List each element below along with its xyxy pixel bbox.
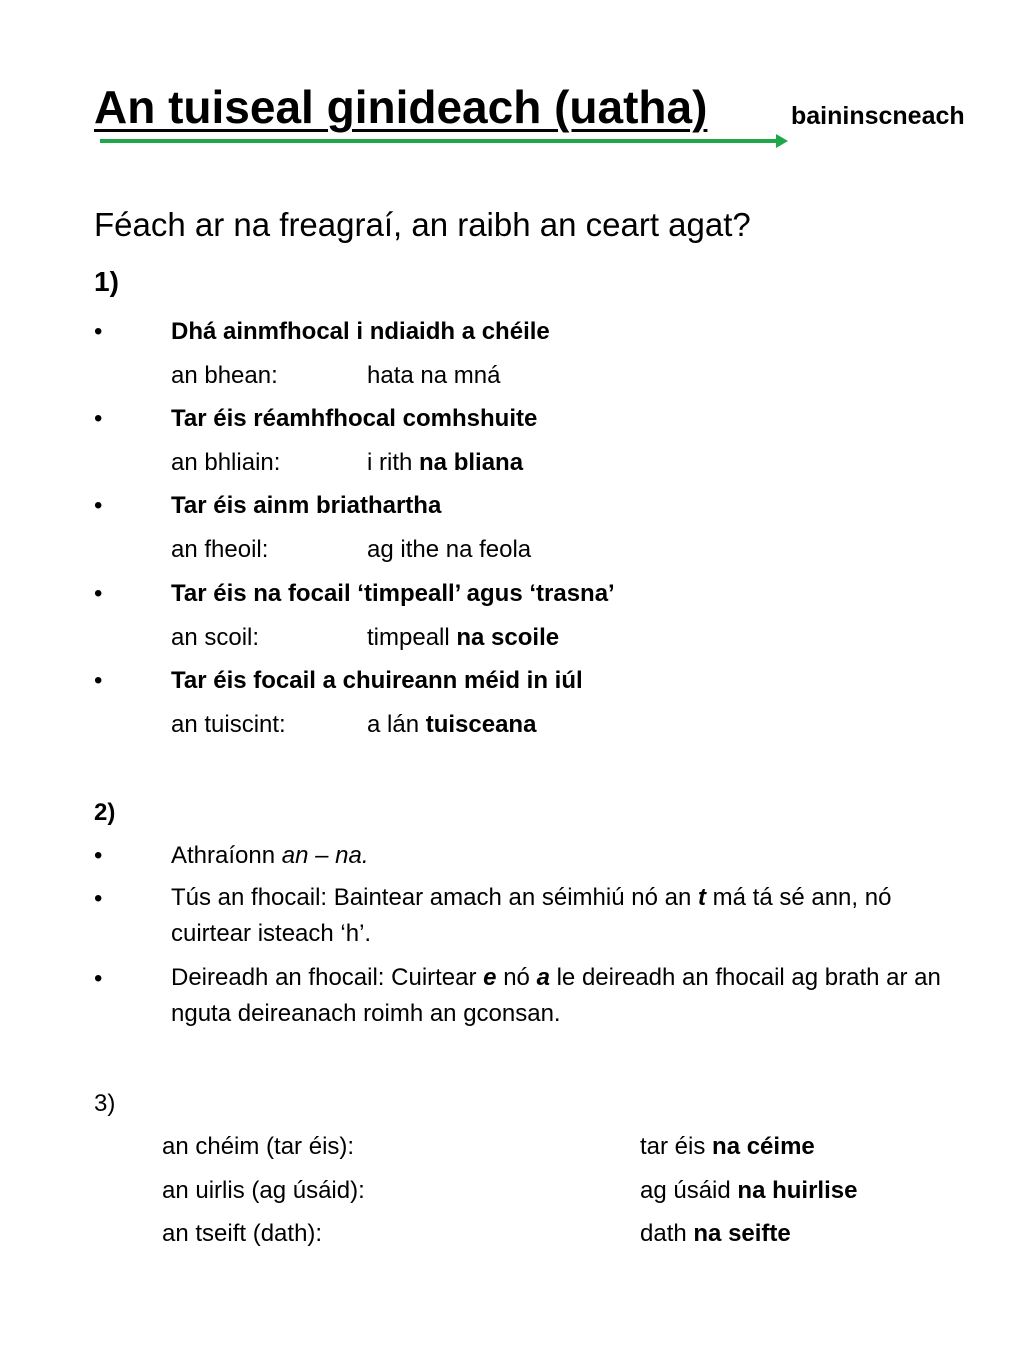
s3-row-2-noun: an uirlis (ag úsáid): bbox=[162, 1177, 365, 1204]
s3-row-2-phrase bbox=[640, 1177, 857, 1205]
s2b1-italic: an – na. bbox=[281, 842, 369, 869]
bullet-icon: • bbox=[94, 492, 103, 519]
s3-row-3-noun: an tseift (dath): bbox=[162, 1220, 323, 1247]
green-arrow-underline bbox=[98, 131, 790, 151]
example-2-noun: an bhliain: bbox=[171, 449, 281, 476]
bullet-icon: • bbox=[94, 842, 103, 869]
example-4-bold: na scoile bbox=[456, 624, 560, 651]
example-1-noun: an bhean: bbox=[171, 362, 278, 389]
s2b3-letter-a: a bbox=[536, 964, 550, 991]
bullet-icon: • bbox=[94, 580, 103, 607]
rule-4: Tar éis na focail ‘timpeall’ agus ‘trasna’ bbox=[171, 580, 615, 607]
example-5-bold: tuisceana bbox=[425, 711, 537, 738]
example-5-phrase bbox=[367, 711, 536, 739]
intro-question: Féach ar na freagraí, an raibh an ceart agat? bbox=[94, 206, 751, 243]
rule-2: Tar éis réamhfhocal comhshuite bbox=[171, 405, 538, 432]
s3-row-2-bold: na huirlise bbox=[737, 1177, 858, 1204]
bullet-icon: • bbox=[94, 965, 103, 992]
bullet-icon: • bbox=[94, 405, 103, 432]
section-2-label: 2) bbox=[94, 799, 116, 826]
example-5-plain: a lán bbox=[367, 711, 426, 738]
example-3-noun: an fheoil: bbox=[171, 536, 269, 563]
example-2-plain: i rith bbox=[367, 449, 420, 476]
example-5-noun: an tuiscint: bbox=[171, 711, 286, 738]
example-3-phrase bbox=[367, 536, 531, 564]
s2b1-text: Athraíonn bbox=[171, 842, 282, 869]
s3-row-1-phrase bbox=[640, 1133, 815, 1161]
s2b3-text-c: nó bbox=[496, 964, 537, 991]
example-4-plain: timpeall bbox=[367, 624, 457, 651]
section-1-label: 1) bbox=[94, 266, 119, 297]
example-4-phrase bbox=[367, 624, 559, 652]
bullet-icon: • bbox=[94, 318, 103, 345]
rule-1: Dhá ainmfhocal i ndiaidh a chéile bbox=[171, 318, 550, 345]
page-title: An tuiseal ginideach (uatha) bbox=[94, 81, 708, 133]
example-3-plain: ag ithe na feola bbox=[367, 536, 532, 563]
s3-row-3-plain: dath bbox=[640, 1220, 694, 1247]
example-4-noun: an scoil: bbox=[171, 624, 260, 651]
s3-row-1-noun: an chéim (tar éis): bbox=[162, 1133, 355, 1160]
example-2-phrase bbox=[367, 449, 523, 477]
s3-row-2-plain: ag úsáid bbox=[640, 1177, 738, 1204]
rule-3: Tar éis ainm briathartha bbox=[171, 492, 442, 519]
example-1-phrase bbox=[367, 362, 500, 390]
s2b3-text-a: Deireadh an fhocail: Cuirtear bbox=[171, 964, 484, 991]
section-3-label: 3) bbox=[94, 1090, 116, 1117]
bullet-icon: • bbox=[94, 885, 103, 912]
section-2-bullet-1 bbox=[171, 842, 369, 870]
s2b2-text-c: má tá sé ann, nó cuirtear isteach ‘h’. bbox=[171, 884, 892, 947]
s2b2-text-a: Tús an fhocail: Baintear amach an séimhiú nó an bbox=[171, 884, 698, 911]
s2b3-text-e: le deireadh an fhocail ag brath ar an nguta deireanach roimh an gconsan. bbox=[171, 964, 941, 1027]
s2b3-letter-e: e bbox=[483, 964, 497, 991]
s3-row-3-bold: na seifte bbox=[693, 1220, 791, 1247]
bullet-icon: • bbox=[94, 667, 103, 694]
section-2-bullet-2 bbox=[171, 880, 971, 952]
example-2-bold: na bliana bbox=[419, 449, 524, 476]
section-2-bullet-3 bbox=[171, 960, 971, 1032]
s3-row-1-bold: na céime bbox=[712, 1133, 815, 1160]
s2b2-letter-t: t bbox=[697, 884, 706, 911]
example-1-plain: hata na mná bbox=[367, 362, 501, 389]
s3-row-3-phrase bbox=[640, 1220, 791, 1248]
s3-row-1-plain: tar éis bbox=[640, 1133, 713, 1160]
gender-tag: baininscneach bbox=[791, 102, 965, 130]
rule-5: Tar éis focail a chuireann méid in iúl bbox=[171, 667, 583, 694]
